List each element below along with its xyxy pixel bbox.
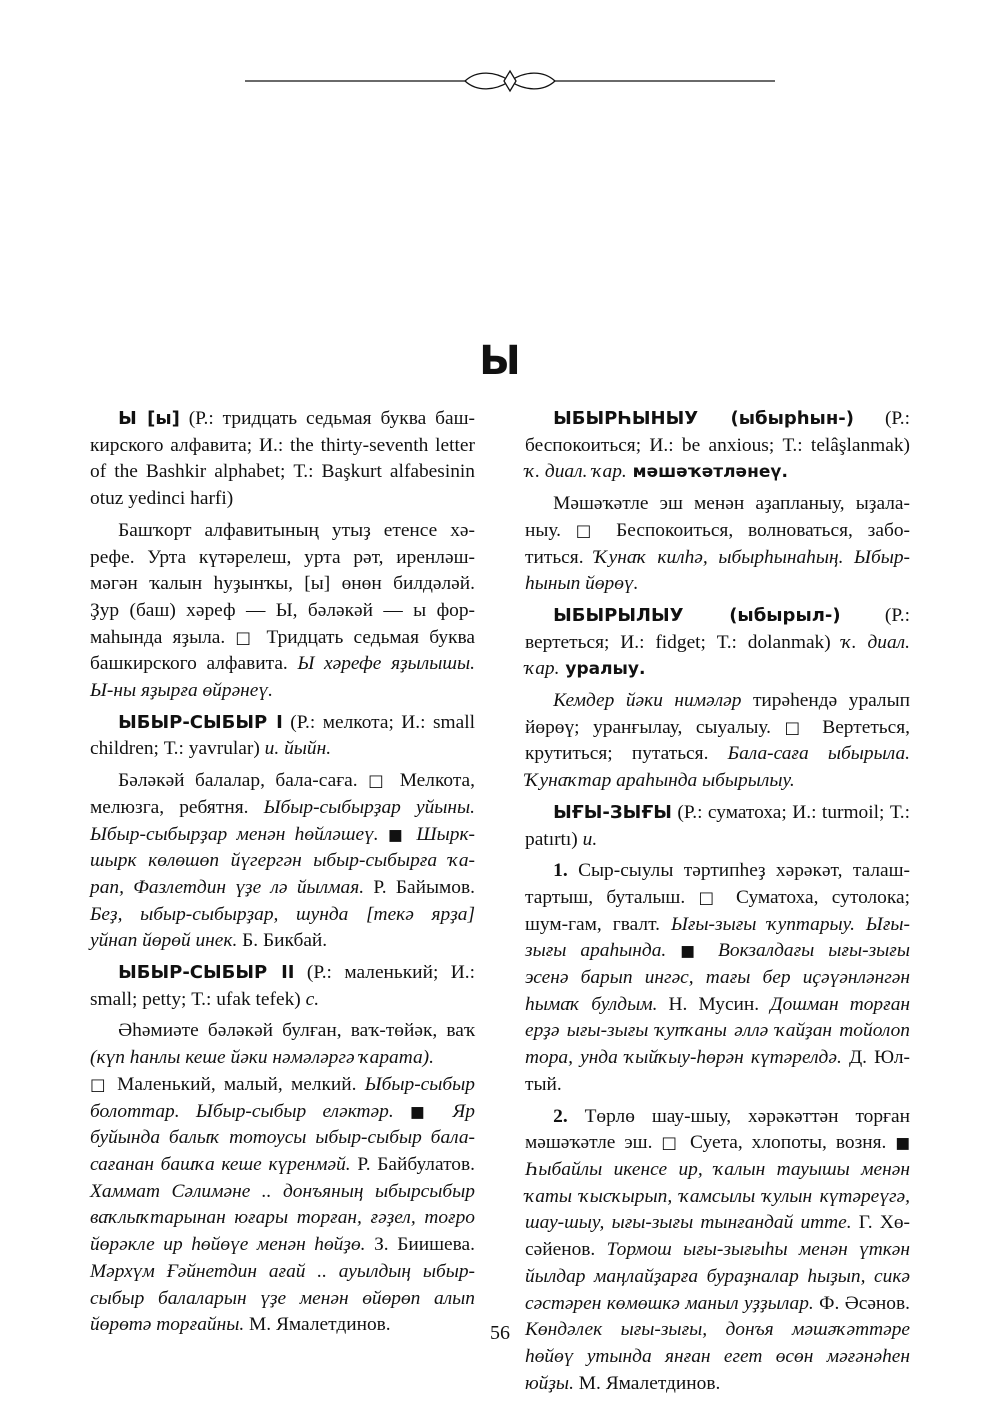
part-of-speech: ҡ. диал. ҡар. [525,631,910,680]
source: Г. Хөсәйенов. [525,1212,910,1261]
chapter-letter: Ы [479,338,521,384]
source: Д. Юлтый. [525,1047,910,1095]
black-square-icon [680,940,704,961]
headword: ЫБЫР-СЫБЫР II [118,962,295,984]
left-column [90,406,475,1339]
headword: ЫБЫРҺЫНЫУ (ыбырһын-) [553,408,854,429]
source: Р. Байбулатов. [350,1153,476,1175]
entry-definition: Башҡорт алфавитының утыҙ етенсе хәрефе. Урта күтәрелеш, урта рәт, иренләшмәгән ҡалын һуҙынҡы, [ы] өнөн билдәләй. Ҙур (баш) хәреф — Ы, бәләкәй — ы формаһында яҙыла. □ Тридцать седьмая буква башкирского алфавита. Ы хәрефе яҙылышы. Ы-ны яҙырға өйрәнеү. [90,518,475,705]
source: М. Ямалетдинов. [573,1372,721,1394]
headword: ЫБЫРЫЛЫУ (ыбырыл-) [553,604,841,626]
source: Н. Мусин. [657,993,771,1015]
entry-definition: Мәшәҡәтле эш менән аҙапланыу, ыҙаланыу. □ Беспокоиться, волноваться, заботиться. Ҡунаҡ килһә, ыбырһынаһың. Ыбырһынып йөрөү. [525,491,910,598]
square-icon [235,627,256,648]
source: Р. Байымов. [364,876,475,898]
headword: ЫБЫР-СЫБЫР I [118,711,283,733]
entry-definition: Кемдер йәки нимәләр тирәһендә уралып йөрөү; уранғылау, сыуалыу. □ Вертеться, крутиться; путаться. Бала-саға ыбырыла. Ҡунаҡтар араһында ыбырылыу. [525,688,910,795]
square-icon [661,1132,681,1153]
entry-heading: ЫБЫРЫЛЫУ (ыбырыл-) (Р.: вертеться; И.: fidget; Т.: dolanmak) ҡ. диал. ҡар. уралыу. [525,604,910,680]
part-of-speech: с. [305,988,320,1010]
header-ornament [245,66,775,96]
black-square-icon [895,1132,910,1153]
square-icon [785,717,809,738]
source: Ф. Әсәнов. [813,1292,911,1314]
sense-1: 1. Сыр-сыулы тәртипһеҙ хәрәкәт, талаштартыш, буталыш. □ Суматоха, сутолока; шум-гам, гвалт. Ығы-зығы ҡуптарыу. Ығызығы араһында. ■ Вокзалдағы ығы-зығы эсенә барып ингәс, тағы бер иҫәүәнләнгән һымаҡ булдым. Н. Мусин. Дошман торған ерҙә ығы-зығы ҡупҡаны әллә ҡайҙан тойолоп тора, унда ҡыйҡыу-һөрән күтәрелдә. Д. Юлтый. [525,858,910,1098]
entry-definition: Бәләкәй балалар, бала-саға. □ Мелкота, мелюзга, ребятня. Ыбыр-сыбырҙар уйыны. Ыбыр-сыбырҙар менән һөйләшеү. ■ Шыркшырк көлөшөп йүгергән ыбыр-сыбырға ҡарап, Фазлетдин үҙе лә йылмая. Р. Байымов. Беҙ, ыбыр-сыбырҙар, шунда [текә ярҙа] уйнап йөрөй инек. Б. Бикбай. [90,768,475,955]
entry-heading: ЫҒЫ-ЗЫҒЫ (Р.: суматоха; И.: turmoil; Т.: patırtı) и. [525,801,910,850]
entry-heading: ЫБЫРҺЫНЫУ (ыбырһын-) (Р.: беспокоиться; И.: be anxious; Т.: telâşlanmak) ҡ. диал. ҡар. мәшәҡәтләнеү. [525,408,911,483]
sense-number: 1. [553,860,568,882]
entry-heading: ЫБЫР-СЫБЫР II (Р.: маленький; И.: small; petty; Т.: ufak tefek) с. [90,962,475,1010]
entry-heading: ЫБЫР-СЫБЫР I (Р.: мелкота; И.: small children; Т.: yavrular) и. йыйн. [90,711,475,760]
right-column [525,406,910,1397]
sense-2: 2. Төрлө шау-шыу, хәрәкәттән торған мәшәҡәтле эш. □ Суета, хлопоты, возня. ■ Һыбайлы икенсе ир, ҡалын тауышы менән ҡаты ҡысҡырып, ҡамсылы ҡулын күтәреүгә, шау-шыу, ығы-зығы тынғандай итте. Г. Хөсәйенов. Тормош ығы-зығыһы менән үткән йылдар маңлайҙарға бураҙналар һыҙып, сикә сәстәрен көмөшкә маныл уҙҙылар. Ф. Әсәнов. Көндәлек ығы-зығы, донъя мәшәҡәттәре һөйөү утында янған егет өсөн мәғәнәһен юйҙы. М. Ямалетдинов. [525,1104,910,1398]
example: Ы хәрефе яҙылышы. Ы-ны яҙырға өйрәнеү. [90,653,475,702]
cross-reference: мәшәҡәтләнеү. [626,462,788,483]
black-square-icon [410,1101,436,1122]
headword: ЫҒЫ-ЗЫҒЫ [553,801,672,823]
headword: Ы [ы] [118,408,180,429]
black-square-icon [388,824,407,845]
square-icon [699,887,723,908]
square-icon [90,1074,109,1095]
source: Б. Бикбай. [237,930,328,952]
sense-number: 2. [553,1105,568,1127]
cross-reference: уралыу. [559,659,646,680]
entry-definition: Әһәмиәте бәләкәй булған, ваҡ-төйәк, ваҡ (күп һанлы кеше йәки нәмәләргә ҡарата). □ Маленький, малый, мелкий. Ыбыр-сыбыр болоттар. Ыбыр-сыбыр еләктәр. ■ Яр буйында балыҡ тотоусы ыбыр-сыбыр баласағанан башҡа кеше күренмәй. Р. Байбулатов. Хаммат Сәлимәне .. донъяның ыбырсыбыр ваҡлыҡтарынан юғары торған, ғәҙел, тоғро йөрәкле ир һөйөүе менән һөйҙө. З. Биишева. Мәрхүм Ғәйнетдин ағай .. ауылдың ыбыр-сыбыр балаларын үҙе менән өйөрөп алып йөрөтә торғайны. М. Ямалетдинов. [90,1018,475,1338]
part-of-speech: и. [582,828,598,850]
entry-heading [90,406,475,513]
square-icon [576,520,602,541]
part-of-speech: и. йыйн. [264,738,332,760]
square-icon [368,770,389,791]
part-of-speech: ҡ. диал. ҡар. [525,461,627,483]
entry-translations: (Р.: тридцать седьмая буква башкирского алфавита; И.: the thirty-seventh letter of the Bashkir alphabet; Т.: Başkurt alfabesinin otuz yedinci harfi) [90,408,475,510]
source: З. Биишева. [365,1234,475,1256]
source: М. Ямалетдинов. [244,1314,391,1336]
page-number: 56 [490,1322,510,1344]
